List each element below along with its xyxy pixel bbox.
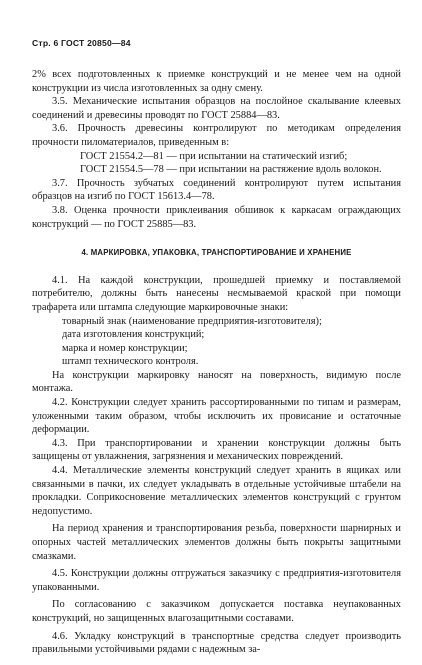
paragraph-3-6: 3.6. Прочность древесины контролируют по методикам определения прочности пиломатериалов, приведенным в: bbox=[32, 123, 401, 148]
paragraph-3-7: 3.7. Прочность зубчатых соединений контролируют путем испытания образцов на изгиб по ГОСТ 15613.4—78. bbox=[32, 177, 401, 203]
paragraph-4-5: 4.5. Конструкции должны отгружаться заказчику с предприятия-изготовителя упакованными. bbox=[32, 568, 401, 593]
document-body bbox=[32, 68, 401, 657]
paragraph-4-4: 4.4. Металлические элементы конструкций следует хранить в ящиках или связанными в пачки, их следует укладывать в отдельные устойчивые штабели на прокладки. Соприкосновение металлических элементов конструкций с грунтом недопустимо. bbox=[32, 465, 401, 517]
paragraph-4-1-item-4: штамп технического контроля. bbox=[62, 356, 199, 368]
paragraph-4-1-item-2: дата изготовления конструкций; bbox=[62, 329, 205, 341]
paragraph-3-5: 3.5. Механические испытания образцов на послойное скалывание клеевых соединений и древесины проводят по ГОСТ 25884—83. bbox=[32, 96, 401, 121]
paragraph-4-4-b: На период хранения и транспортирования резьба, поверхности шарнирных и опорных частей металлических элементов должны быть покрыты защитными смазками. bbox=[32, 523, 401, 562]
paragraph-4-3: 4.3. При транспортировании и хранении конструкции должны быть защищены от увлажнения, загрязнения и механических повреждений. bbox=[32, 437, 401, 463]
paragraph-3-8: 3.8. Оценка прочности приклеивания обшивок к каркасам ограждающих конструкций — по ГОСТ 25885—83. bbox=[32, 204, 401, 230]
paragraph-4-2: 4.2. Конструкции следует хранить рассортированными по типам и размерам, уложенными таким образом, чтобы исключить их провисание и остаточные деформации. bbox=[32, 397, 401, 436]
paragraph-4-1-b: На конструкции маркировку наносят на поверхность, видимую после монтажа. bbox=[32, 369, 401, 395]
section-4-title: 4. МАРКИРОВКА, УПАКОВКА, ТРАНСПОРТИРОВАНИЕ И ХРАНЕНИЕ bbox=[81, 248, 352, 258]
paragraph-3-6-item-1: ГОСТ 21554.2—81 — при испытании на статический изгиб; bbox=[80, 150, 348, 162]
paragraph-3-6-item-2: ГОСТ 21554.5—78 — при испытании на растяжение вдоль волокон. bbox=[80, 164, 382, 176]
paragraph-4-1-item-3: марка и номер конструкции; bbox=[62, 342, 188, 354]
paragraph-4-1-item-1: товарный знак (наименование предприятия-изготовителя); bbox=[62, 315, 322, 327]
paragraph-4-5-b: По согласованию с заказчиком допускается поставка неупакованных конструкций, но защищенных влагозащитными составами. bbox=[32, 599, 401, 624]
paragraph-continuation: 2% всех подготовленных к приемке конструкций и не менее чем на одной конструкции из числа изготовленных за одну смену. bbox=[32, 69, 401, 94]
page-header: Стр. 6 ГОСТ 20850—84 bbox=[32, 38, 131, 48]
paragraph-4-1: 4.1. На каждой конструкции, прошедшей приемку и поставляемой потребителю, должны быть нанесены несмываемой краской при помощи трафарета или штампа следующие маркировочные знаки: bbox=[32, 274, 401, 313]
paragraph-4-6: 4.6. Укладку конструкций в транспортные средства следует производить правильными устойчивыми рядами с надежным за- bbox=[32, 630, 401, 656]
